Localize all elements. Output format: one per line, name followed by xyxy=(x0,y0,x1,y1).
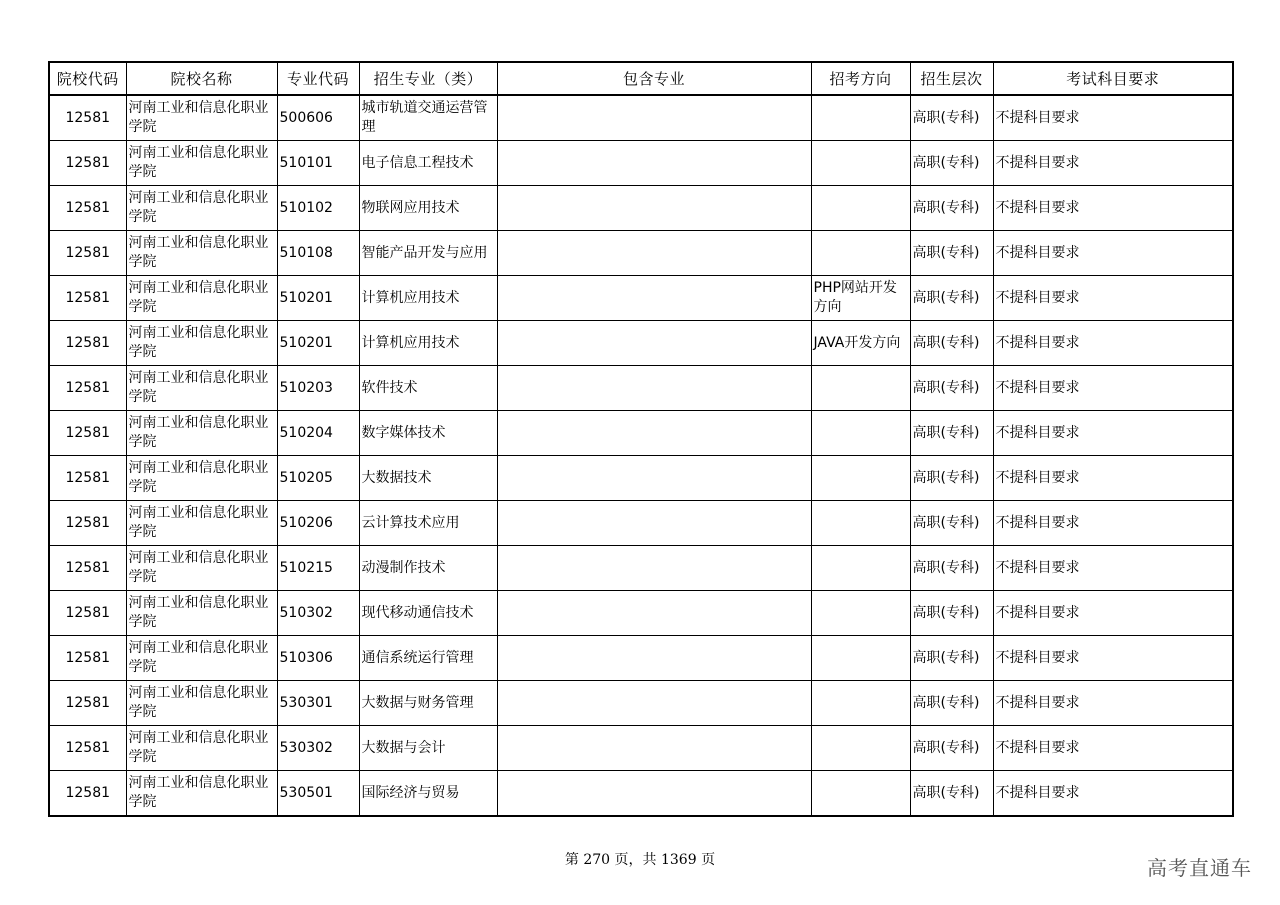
table-row xyxy=(49,411,1233,456)
cell-major: 城市轨道交通运营管理 xyxy=(359,95,497,141)
cell-included-majors xyxy=(497,681,811,726)
cell-direction xyxy=(811,501,910,546)
cell-subject-requirement: 不提科目要求 xyxy=(993,501,1233,546)
cell-major: 计算机应用技术 xyxy=(359,321,497,366)
cell-major: 物联网应用技术 xyxy=(359,186,497,231)
cell-direction: JAVA开发方向 xyxy=(811,321,910,366)
cell-school-code: 12581 xyxy=(49,456,126,501)
cell-subject-requirement: 不提科目要求 xyxy=(993,591,1233,636)
cell-school-name: 河南工业和信息化职业学院 xyxy=(126,771,277,817)
cell-level: 高职(专科) xyxy=(910,591,993,636)
cell-major: 大数据与财务管理 xyxy=(359,681,497,726)
cell-included-majors xyxy=(497,276,811,321)
cell-subject-requirement: 不提科目要求 xyxy=(993,456,1233,501)
cell-level: 高职(专科) xyxy=(910,636,993,681)
cell-included-majors xyxy=(497,591,811,636)
cell-level: 高职(专科) xyxy=(910,726,993,771)
cell-school-code: 12581 xyxy=(49,636,126,681)
cell-major-code: 510205 xyxy=(277,456,359,501)
cell-major-code: 530302 xyxy=(277,726,359,771)
cell-included-majors xyxy=(497,411,811,456)
cell-level: 高职(专科) xyxy=(910,456,993,501)
cell-school-code: 12581 xyxy=(49,501,126,546)
cell-major-code: 500606 xyxy=(277,95,359,141)
cell-included-majors xyxy=(497,456,811,501)
cell-direction xyxy=(811,411,910,456)
watermark: 高考直通车 xyxy=(1147,856,1252,880)
cell-school-code: 12581 xyxy=(49,726,126,771)
cell-school-code: 12581 xyxy=(49,321,126,366)
cell-direction: PHP网站开发方向 xyxy=(811,276,910,321)
cell-included-majors xyxy=(497,186,811,231)
table-row xyxy=(49,276,1233,321)
table-row xyxy=(49,141,1233,186)
cell-included-majors xyxy=(497,141,811,186)
cell-included-majors xyxy=(497,501,811,546)
cell-major-code: 510102 xyxy=(277,186,359,231)
table-row xyxy=(49,186,1233,231)
header-direction: 招考方向 xyxy=(811,62,910,95)
cell-subject-requirement: 不提科目要求 xyxy=(993,321,1233,366)
cell-school-code: 12581 xyxy=(49,95,126,141)
cell-major-code: 510215 xyxy=(277,546,359,591)
cell-school-code: 12581 xyxy=(49,771,126,817)
cell-included-majors xyxy=(497,771,811,817)
cell-major-code: 530501 xyxy=(277,771,359,817)
cell-school-name: 河南工业和信息化职业学院 xyxy=(126,186,277,231)
cell-school-name: 河南工业和信息化职业学院 xyxy=(126,231,277,276)
cell-school-code: 12581 xyxy=(49,366,126,411)
header-major-code: 专业代码 xyxy=(277,62,359,95)
cell-school-name: 河南工业和信息化职业学院 xyxy=(126,681,277,726)
cell-level: 高职(专科) xyxy=(910,681,993,726)
cell-school-name: 河南工业和信息化职业学院 xyxy=(126,321,277,366)
cell-major: 动漫制作技术 xyxy=(359,546,497,591)
cell-major-code: 530301 xyxy=(277,681,359,726)
cell-subject-requirement: 不提科目要求 xyxy=(993,95,1233,141)
cell-major-code: 510201 xyxy=(277,321,359,366)
cell-level: 高职(专科) xyxy=(910,546,993,591)
cell-subject-requirement: 不提科目要求 xyxy=(993,411,1233,456)
cell-included-majors xyxy=(497,95,811,141)
cell-major-code: 510206 xyxy=(277,501,359,546)
cell-major: 大数据与会计 xyxy=(359,726,497,771)
cell-subject-requirement: 不提科目要求 xyxy=(993,231,1233,276)
cell-level: 高职(专科) xyxy=(910,95,993,141)
cell-subject-requirement: 不提科目要求 xyxy=(993,771,1233,817)
cell-subject-requirement: 不提科目要求 xyxy=(993,546,1233,591)
cell-direction xyxy=(811,681,910,726)
cell-major-code: 510101 xyxy=(277,141,359,186)
cell-major: 智能产品开发与应用 xyxy=(359,231,497,276)
cell-school-code: 12581 xyxy=(49,276,126,321)
cell-major-code: 510302 xyxy=(277,591,359,636)
cell-direction xyxy=(811,456,910,501)
cell-included-majors xyxy=(497,321,811,366)
table-row xyxy=(49,501,1233,546)
header-school-code: 院校代码 xyxy=(49,62,126,95)
cell-direction xyxy=(811,141,910,186)
cell-major: 云计算技术应用 xyxy=(359,501,497,546)
cell-direction xyxy=(811,95,910,141)
cell-subject-requirement: 不提科目要求 xyxy=(993,726,1233,771)
header-school-name: 院校名称 xyxy=(126,62,277,95)
cell-level: 高职(专科) xyxy=(910,276,993,321)
enrollment-table xyxy=(48,61,1234,817)
cell-school-name: 河南工业和信息化职业学院 xyxy=(126,501,277,546)
cell-level: 高职(专科) xyxy=(910,501,993,546)
cell-subject-requirement: 不提科目要求 xyxy=(993,186,1233,231)
cell-school-name: 河南工业和信息化职业学院 xyxy=(126,276,277,321)
cell-direction xyxy=(811,546,910,591)
cell-major-code: 510203 xyxy=(277,366,359,411)
cell-subject-requirement: 不提科目要求 xyxy=(993,366,1233,411)
cell-school-name: 河南工业和信息化职业学院 xyxy=(126,411,277,456)
cell-school-code: 12581 xyxy=(49,231,126,276)
cell-school-name: 河南工业和信息化职业学院 xyxy=(126,726,277,771)
table-row xyxy=(49,726,1233,771)
cell-major: 现代移动通信技术 xyxy=(359,591,497,636)
cell-major: 数字媒体技术 xyxy=(359,411,497,456)
table-row xyxy=(49,636,1233,681)
cell-major: 计算机应用技术 xyxy=(359,276,497,321)
header-included-majors: 包含专业 xyxy=(497,62,811,95)
cell-included-majors xyxy=(497,546,811,591)
cell-major: 国际经济与贸易 xyxy=(359,771,497,817)
header-level: 招生层次 xyxy=(910,62,993,95)
cell-included-majors xyxy=(497,636,811,681)
cell-major: 软件技术 xyxy=(359,366,497,411)
cell-included-majors xyxy=(497,726,811,771)
header-subject-requirement: 考试科目要求 xyxy=(993,62,1233,95)
cell-school-name: 河南工业和信息化职业学院 xyxy=(126,546,277,591)
cell-school-code: 12581 xyxy=(49,186,126,231)
cell-level: 高职(专科) xyxy=(910,771,993,817)
cell-level: 高职(专科) xyxy=(910,231,993,276)
cell-included-majors xyxy=(497,231,811,276)
cell-level: 高职(专科) xyxy=(910,411,993,456)
cell-major-code: 510108 xyxy=(277,231,359,276)
cell-school-name: 河南工业和信息化职业学院 xyxy=(126,591,277,636)
cell-school-name: 河南工业和信息化职业学院 xyxy=(126,95,277,141)
table-row xyxy=(49,771,1233,817)
table-row xyxy=(49,321,1233,366)
cell-major-code: 510204 xyxy=(277,411,359,456)
cell-major-code: 510306 xyxy=(277,636,359,681)
cell-major: 电子信息工程技术 xyxy=(359,141,497,186)
cell-school-name: 河南工业和信息化职业学院 xyxy=(126,636,277,681)
cell-level: 高职(专科) xyxy=(910,321,993,366)
table-row xyxy=(49,231,1233,276)
cell-subject-requirement: 不提科目要求 xyxy=(993,681,1233,726)
table-row xyxy=(49,591,1233,636)
cell-subject-requirement: 不提科目要求 xyxy=(993,276,1233,321)
cell-subject-requirement: 不提科目要求 xyxy=(993,141,1233,186)
cell-direction xyxy=(811,591,910,636)
cell-level: 高职(专科) xyxy=(910,141,993,186)
table-row xyxy=(49,95,1233,141)
cell-direction xyxy=(811,231,910,276)
cell-major-code: 510201 xyxy=(277,276,359,321)
cell-school-name: 河南工业和信息化职业学院 xyxy=(126,366,277,411)
cell-level: 高职(专科) xyxy=(910,186,993,231)
header-row xyxy=(49,62,1233,95)
cell-direction xyxy=(811,366,910,411)
cell-level: 高职(专科) xyxy=(910,366,993,411)
table-row xyxy=(49,366,1233,411)
cell-direction xyxy=(811,186,910,231)
cell-direction xyxy=(811,771,910,817)
cell-direction xyxy=(811,636,910,681)
cell-major: 通信系统运行管理 xyxy=(359,636,497,681)
cell-school-code: 12581 xyxy=(49,411,126,456)
cell-school-name: 河南工业和信息化职业学院 xyxy=(126,456,277,501)
cell-subject-requirement: 不提科目要求 xyxy=(993,636,1233,681)
cell-school-code: 12581 xyxy=(49,591,126,636)
page-number: 第 270 页，共 1369 页 xyxy=(564,852,716,868)
cell-school-code: 12581 xyxy=(49,681,126,726)
header-major: 招生专业（类） xyxy=(359,62,497,95)
table-row xyxy=(49,681,1233,726)
cell-included-majors xyxy=(497,366,811,411)
cell-direction xyxy=(811,726,910,771)
cell-major: 大数据技术 xyxy=(359,456,497,501)
table-row xyxy=(49,546,1233,591)
cell-school-name: 河南工业和信息化职业学院 xyxy=(126,141,277,186)
cell-school-code: 12581 xyxy=(49,141,126,186)
table-row xyxy=(49,456,1233,501)
cell-school-code: 12581 xyxy=(49,546,126,591)
